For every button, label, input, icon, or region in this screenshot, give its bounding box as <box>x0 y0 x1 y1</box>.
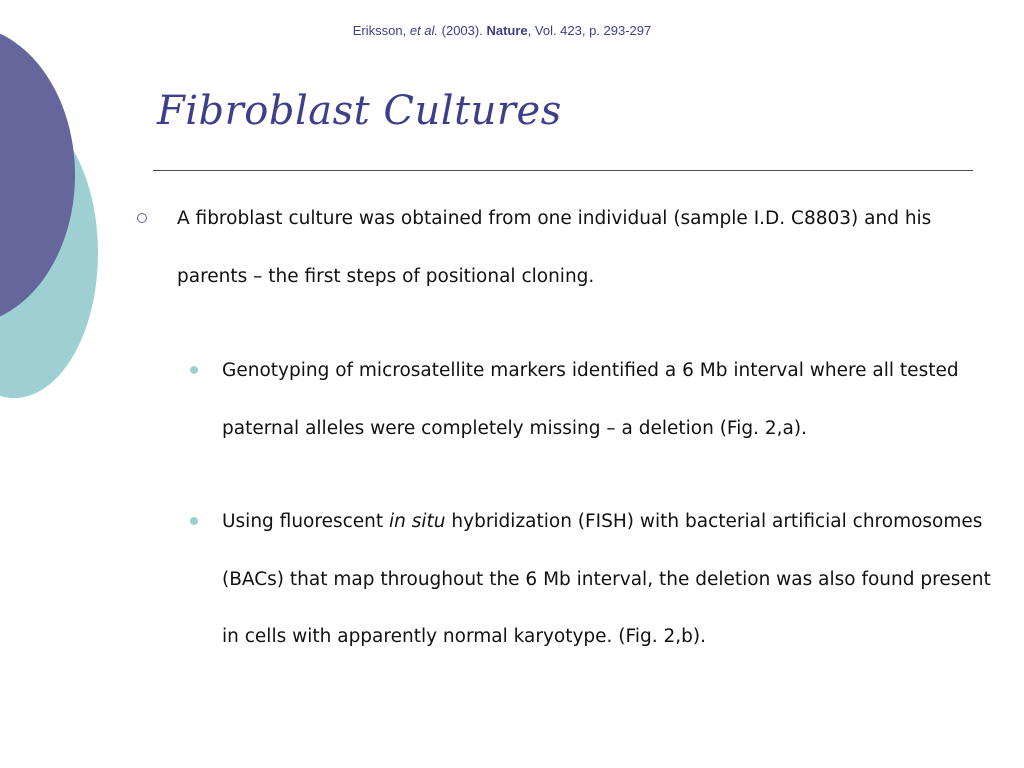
sub-bullet-text: Genotyping of microsatellite markers identified a 6 Mb interval where all tested paternal alleles were completely missing – a deletion (Fig. 2,a). <box>222 360 959 439</box>
sub-bullet-text-end: hybridization (FISH) with bacterial artificial chromosomes (BACs) that map throughout the 6 Mb interval, the deletion was also found present in cells with apparently normal karyotype. (Fig. 2,b). <box>222 511 991 647</box>
citation-year: (2003). <box>441 23 483 38</box>
hollow-circle-bullet-icon <box>137 213 147 223</box>
bullet-text: A fibroblast culture was obtained from one individual (sample I.D. C8803) and his parents – the first steps of positional cloning. <box>177 208 932 287</box>
filled-circle-bullet-icon <box>190 366 198 374</box>
citation-etal: et al. <box>409 23 439 38</box>
citation-details: , Vol. 423, p. 293-297 <box>527 23 652 38</box>
sub-bullet-text <box>222 493 1012 666</box>
citation-journal: Nature <box>486 23 528 38</box>
citation <box>0 23 1004 38</box>
sub-bullet-text-start: Using fluorescent <box>222 511 389 532</box>
filled-circle-bullet-icon <box>190 517 198 525</box>
page-title: Fibroblast Cultures <box>157 88 562 134</box>
sub-bullet-text-italic: in situ <box>389 511 446 532</box>
citation-authors: Eriksson, <box>352 23 407 38</box>
title-divider <box>153 170 973 171</box>
